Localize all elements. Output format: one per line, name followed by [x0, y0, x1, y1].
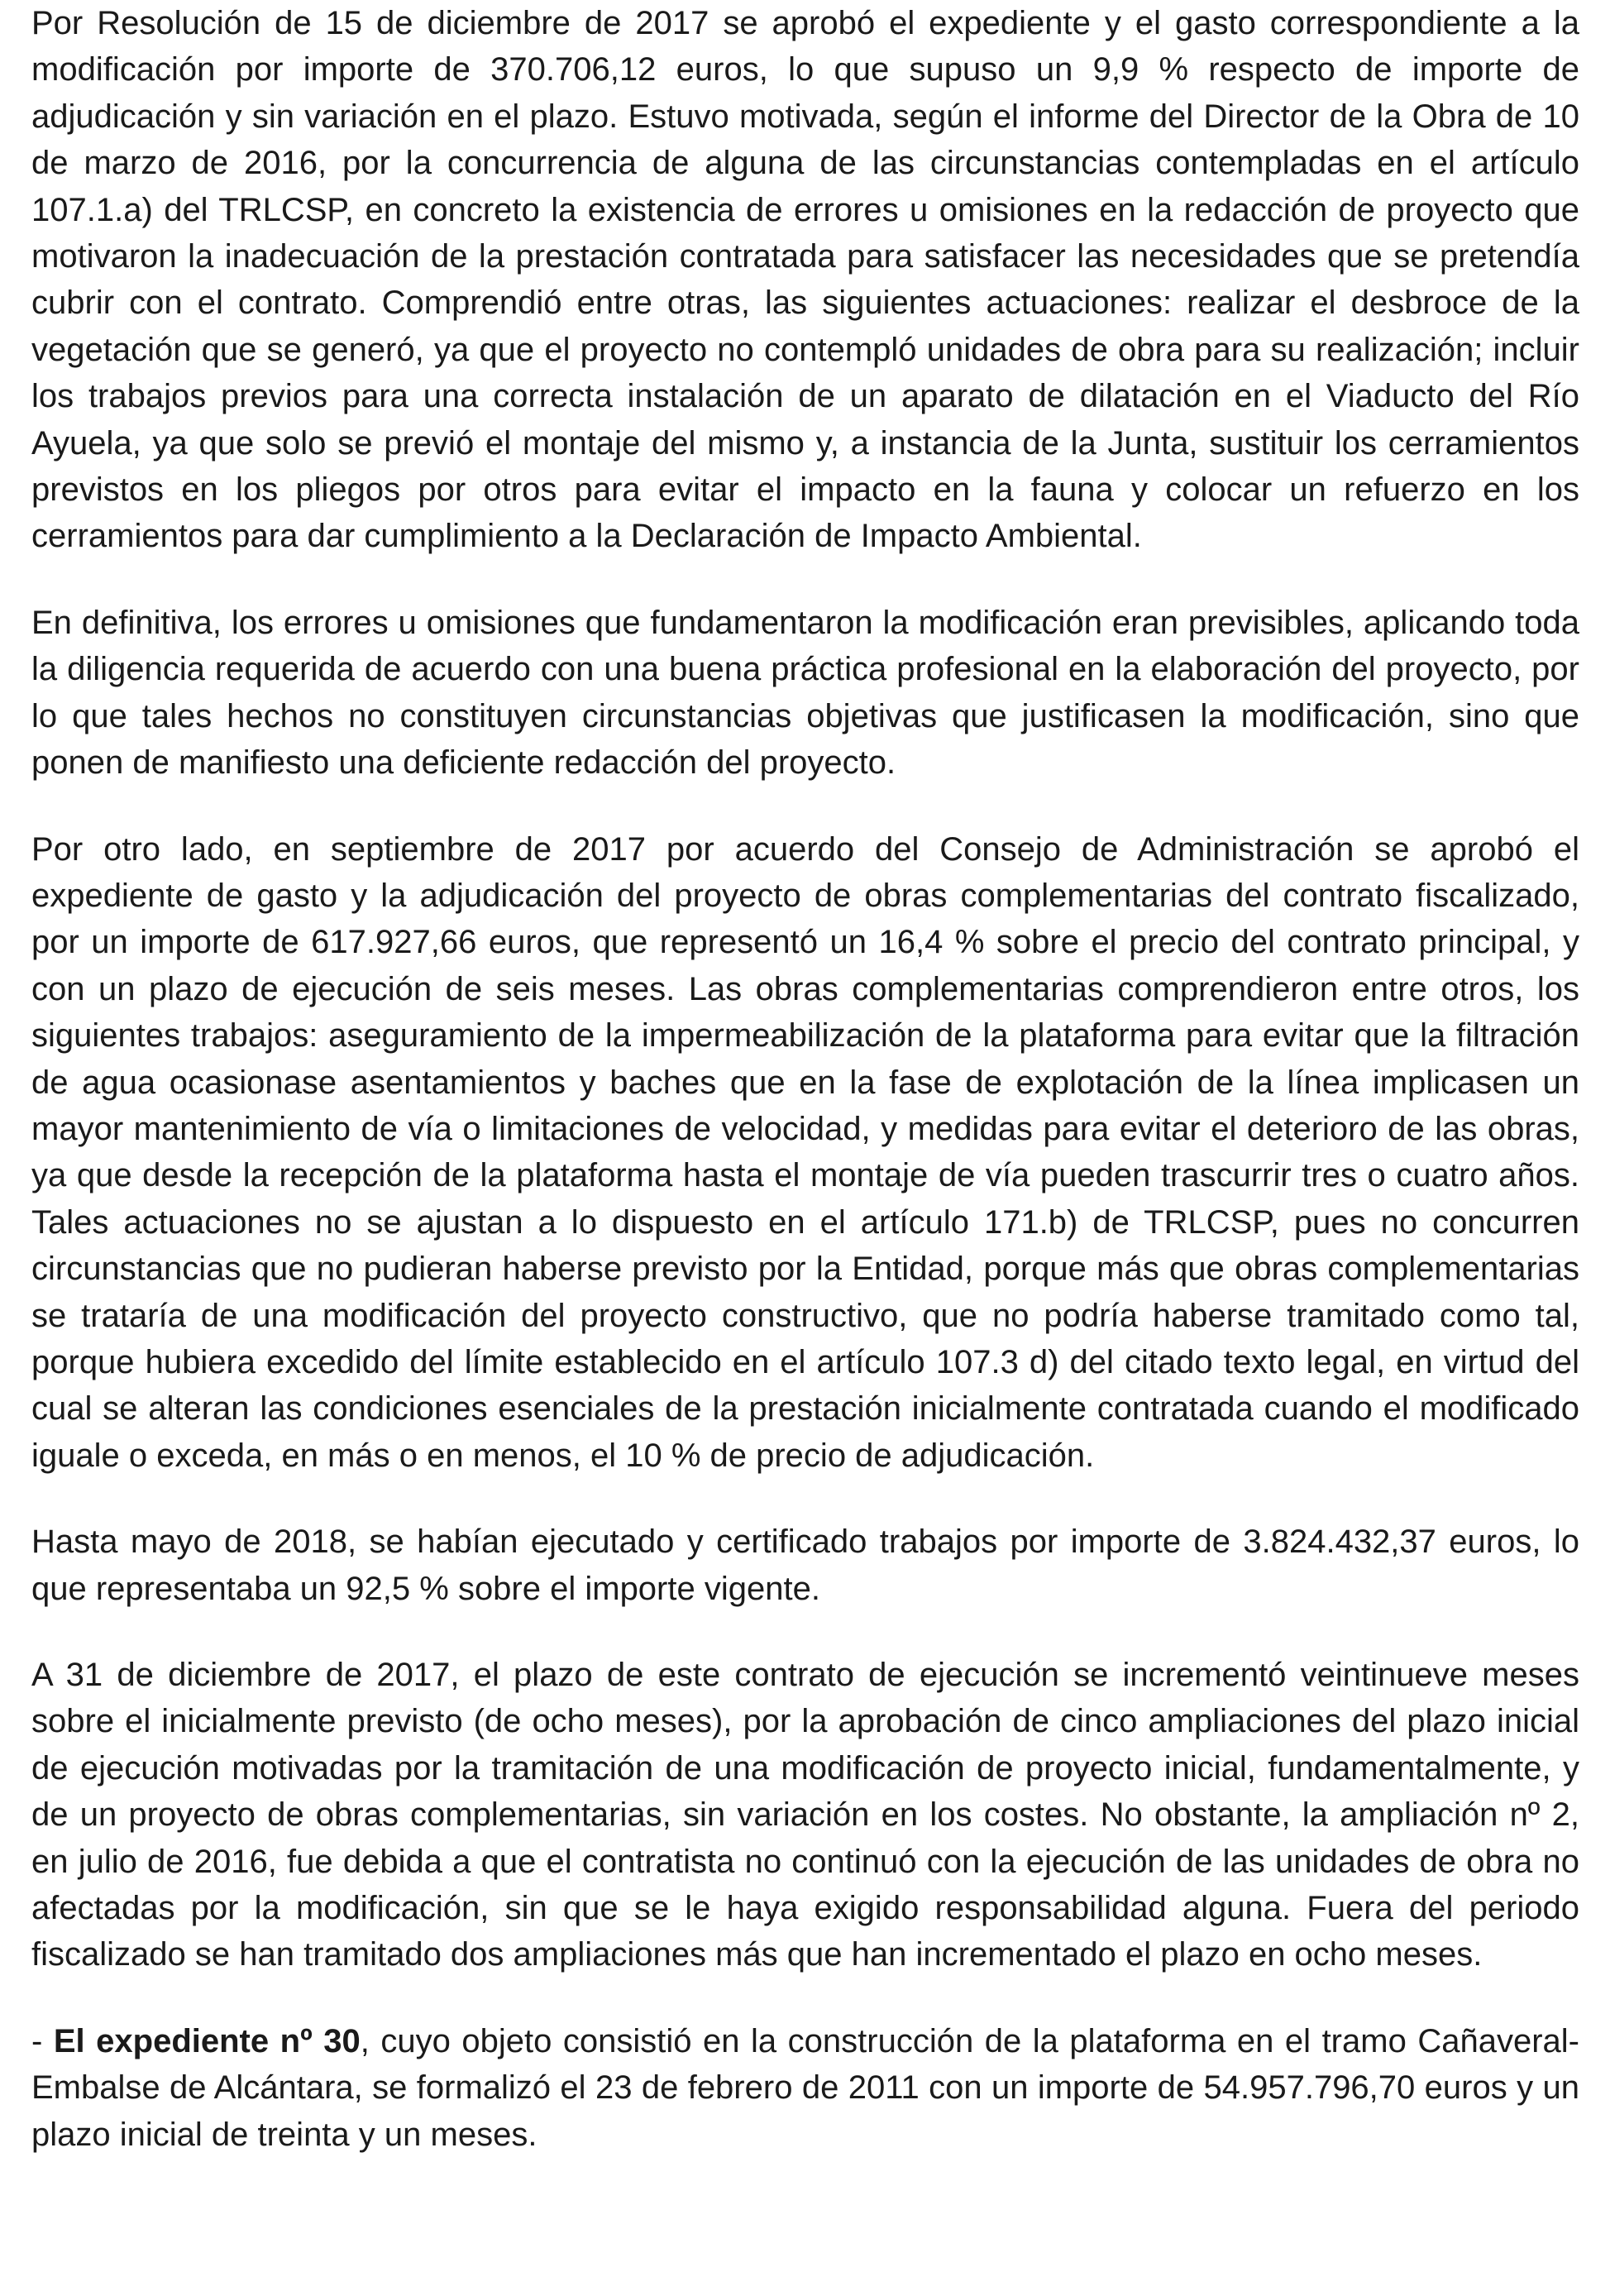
paragraph-plazo-ampliaciones: A 31 de diciembre de 2017, el plazo de este contrato de ejecución se incrementó veintinueve meses sobre el inicialmente previsto (de ocho meses), por la aprobación de cinco ampliaciones del plazo inicial de ejecución motivadas por la tramitación de una modificación de proyecto inicial, fundamentalmente, y de un proyecto de obras complementarias, sin variación en los costes. No obstante, la ampliación nº 2, en julio de 2016, fue debida a que el contratista no continuó con la ejecución de las unidades de obra no afectadas por la modificación, sin que se le haya exigido responsabilidad alguna. Fuera del periodo fiscalizado se han tramitado dos ampliaciones más que han incrementado el plazo en ocho meses. — [31, 1657, 1579, 1973]
expediente-30-text: , cuyo objeto consistió en la construcción de la plataforma en el tramo Cañaveral-Embalse de Alcántara, se formalizó el 23 de febrero de 2011 con un importe de 54.957.796,70 euros y un plazo inicial de treinta y un meses. — [31, 2022, 1579, 2153]
paragraph-modificacion: Por Resolución de 15 de diciembre de 2017 se aprobó el expediente y el gasto correspondiente a la modificación por importe de 370.706,12 euros, lo que supuso un 9,9 % respecto de importe de adjudicación y sin variación en el plazo. Estuvo motivada, según el informe del Director de la Obra de 10 de marzo de 2016, por la concurrencia de alguna de las circunstancias contempladas en el artículo 107.1.a) del TRLCSP, en concreto la existencia de errores u omisiones en la redacción de proyecto que motivaron la inadecuación de la prestación contratada para satisfacer las necesidades que se pretendía cubrir con el contrato. Comprendió entre otras, las siguientes actuaciones: realizar el desbroce de la vegetación que se generó, ya que el proyecto no contempló unidades de obra para su realización; incluir los trabajos previos para una correcta instalación de un aparato de dilatación en el Viaducto del Río Ayuela, ya que solo se previó el montaje del mismo y, a instancia de la Junta, sustituir los cerramientos previstos en los pliegos por otros para evitar el impacto en la fauna y colocar un refuerzo en los cerramientos para dar cumplimiento a la Declaración de Impacto Ambiental. — [31, 5, 1579, 555]
list-dash: - — [31, 2022, 54, 2059]
document-page — [31, 0, 1579, 2158]
expediente-30-label: El expediente nº 30 — [53, 2022, 361, 2059]
paragraph-obras-complementarias: Por otro lado, en septiembre de 2017 por acuerdo del Consejo de Administración se aprobó el expediente de gasto y la adjudicación del proyecto de obras complementarias del contrato fiscalizado, por un importe de 617.927,66 euros, que representó un 16,4 % sobre el precio del contrato principal, y con un plazo de ejecución de seis meses. Las obras complementarias comprendieron entre otros, los siguientes trabajos: aseguramiento de la impermeabilización de la plataforma para evitar que la filtración de agua ocasionase asentamientos y baches que en la fase de explotación de la línea implicasen un mayor mantenimiento de vía o limitaciones de velocidad, y medidas para evitar el deterioro de las obras, ya que desde la recepción de la plataforma hasta el montaje de vía pueden trascurrir tres o cuatro años. Tales actuaciones no se ajustan a lo dispuesto en el artículo 171.b) de TRLCSP, pues no concurren circunstancias que no pudieran haberse previsto por la Entidad, porque más que obras complementarias se trataría de una modificación del proyecto constructivo, que no podría haberse tramitado como tal, porque hubiera excedido del límite establecido en el artículo 107.3 d) del citado texto legal, en virtud del cual se alteran las condiciones esenciales de la prestación inicialmente contratada cuando el modificado iguale o exceda, en más o en menos, el 10 % de precio de adjudicación. — [31, 830, 1579, 1474]
paragraph-mayo-2018: Hasta mayo de 2018, se habían ejecutado y certificado trabajos por importe de 3.824.432,37 euros, lo que representaba un 92,5 % sobre el importe vigente. — [31, 1523, 1579, 1607]
paragraph-en-definitiva: En definitiva, los errores u omisiones que fundamentaron la modificación eran previsibles, aplicando toda la diligencia requerida de acuerdo con una buena práctica profesional en la elaboración del proyecto, por lo que tales hechos no constituyen circunstancias objetivas que justificasen la modificación, sino que ponen de manifiesto una deficiente redacción del proyecto. — [31, 604, 1579, 782]
paragraph-expediente-30 — [31, 2018, 1579, 2158]
